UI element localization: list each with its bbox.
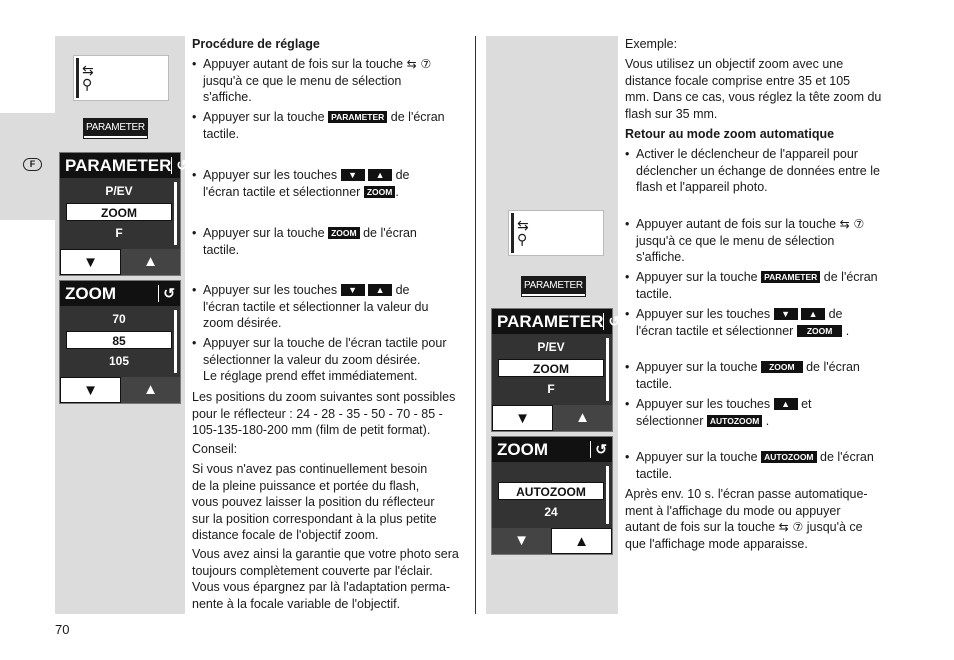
down-arrow-button[interactable]: ▼ [60, 377, 121, 403]
menu-row-pev[interactable]: P/EV [537, 340, 565, 354]
back-icon[interactable]: ↺ [171, 157, 188, 174]
instruction-step: • Appuyer sur la touche ZOOM de l'écran tactile. [625, 359, 915, 392]
menu-row-zoom[interactable]: ZOOM [498, 359, 604, 377]
scrollbar[interactable] [606, 466, 609, 524]
paragraph: Les positions du zoom suivantes sont possibles pour le réflecteur : 24 - 28 - 35 - 50 - 70 - 85 - 105-135-180-200 mm (film de petit format). [192, 390, 456, 437]
paragraph: Après env. 10 s. l'écran passe automatique- ment à l'affichage du mode ou appuyer autant de fois sur la touche ⇆ ⑦ jusqu'à ce que l'affichage mode apparaisse. [625, 487, 868, 551]
scrollbar[interactable] [174, 310, 177, 373]
flash-unit-illustration [508, 210, 604, 256]
menu-row-zoom[interactable]: ZOOM [66, 203, 172, 221]
paragraph: Vous utilisez un objectif zoom avec une distance focale comprise entre 35 et 105 mm. Dans ce cas, vous réglez la tête zoom du flash sur 35 mm. [625, 57, 882, 121]
up-arrow-button[interactable]: ▲ [121, 377, 180, 403]
instruction-step: • Appuyer sur les touches ▼ ▲ de l'écran tactile et sélectionner la valeur du zoom désirée. [192, 282, 472, 332]
paragraph: Si vous n'avez pas continuellement besoin de la pleine puissance et portée du flash, vous pouvez laisser la position du réflecteur sur la position correspondant à la plus petite distance focale de l'objectif zoom. [192, 462, 437, 542]
instruction-step: • Appuyer sur la touche AUTOZOOM de l'écran tactile. [625, 449, 915, 482]
instruction-step: • Appuyer autant de fois sur la touche ⇆ ⑦ jusqu'à ce que le menu de sélection s'affiche. [192, 56, 472, 106]
instruction-step: • Appuyer sur la touche ZOOM de l'écran tactile. [192, 225, 472, 258]
instruction-step: • Activer le déclencheur de l'appareil pour déclencher un échange de données entre le flash et l'appareil photo. [625, 146, 915, 196]
language-badge: F [23, 158, 42, 171]
screen-title: PARAMETER [497, 311, 604, 331]
up-arrow-button[interactable]: ▲ [121, 249, 180, 275]
down-arrow-button[interactable]: ▼ [492, 405, 553, 431]
instruction-step: • Appuyer sur la touche de l'écran tactile pour sélectionner la valeur du zoom désirée. Le réglage prend effet immédiatement. [192, 335, 472, 385]
back-icon[interactable]: ↺ [590, 441, 607, 458]
instruction-step: • Appuyer sur la touche PARAMETER de l'écran tactile. [192, 109, 472, 142]
zoom-screen [491, 436, 613, 555]
instruction-step: • Appuyer sur la touche PARAMETER de l'écran tactile. [625, 269, 915, 302]
zoom-row[interactable]: 105 [108, 354, 130, 368]
up-arrow-button[interactable]: ▲ [551, 528, 612, 554]
instruction-step: • Appuyer sur les touches ▼ ▲ de l'écran tactile et sélectionner ZOOM . [625, 306, 915, 339]
back-icon[interactable]: ↺ [158, 285, 175, 302]
instruction-step: • Appuyer sur les touches ▼ ▲ de l'écran tactile et sélectionner ZOOM . [192, 167, 472, 200]
autozoom-row[interactable]: AUTOZOOM [498, 482, 604, 500]
section-heading: Retour au mode zoom automatique [625, 127, 835, 141]
right-illustration-panel [486, 36, 621, 614]
zoom-row-selected[interactable]: 85 [66, 331, 172, 349]
down-arrow-button[interactable]: ▼ [492, 528, 551, 554]
example-label: Exemple: [625, 37, 678, 51]
left-illustration-panel [55, 36, 189, 614]
mode-key-icon: ⇆ ⚲ [517, 218, 529, 248]
menu-row-f[interactable]: F [547, 382, 555, 396]
down-arrow-button[interactable]: ▼ [60, 249, 121, 275]
parameter-screen [491, 308, 621, 432]
back-icon[interactable]: ↺ [603, 313, 620, 330]
column-divider [475, 36, 476, 614]
screen-title: PARAMETER [65, 155, 172, 175]
screen-title: ZOOM [65, 283, 116, 303]
screen-title: ZOOM [497, 439, 548, 459]
up-arrow-button[interactable]: ▲ [553, 405, 612, 431]
tip-label: Conseil: [192, 442, 238, 456]
scrollbar[interactable] [606, 338, 609, 401]
mode-key-icon: ⇆ ⚲ [82, 63, 94, 93]
zoom-row[interactable]: 24 [544, 505, 558, 519]
parameter-screen [59, 152, 189, 276]
scrollbar[interactable] [174, 182, 177, 245]
zoom-screen [59, 280, 181, 404]
menu-row-f[interactable]: F [115, 226, 123, 240]
menu-row-pev[interactable]: P/EV [105, 184, 133, 198]
parameter-key[interactable]: PARAMETER [522, 277, 585, 296]
page-number: 70 [55, 622, 70, 637]
zoom-row[interactable]: 70 [112, 312, 126, 326]
section-heading: Procédure de réglage [192, 37, 320, 51]
flash-unit-illustration [73, 55, 169, 101]
paragraph: Vous avez ainsi la garantie que votre photo sera toujours complètement couverte par l'éclair. Vous vous épargnez par là l'adaptation perma- nente à la focale variable de l'objectif. [192, 547, 459, 611]
instruction-step: • Appuyer autant de fois sur la touche ⇆ ⑦ jusqu'à ce que le menu de sélection s'affiche. [625, 216, 915, 266]
parameter-key[interactable]: PARAMETER [84, 119, 147, 138]
instruction-step: • Appuyer sur les touches ▲ et sélectionner AUTOZOOM . [625, 396, 915, 429]
